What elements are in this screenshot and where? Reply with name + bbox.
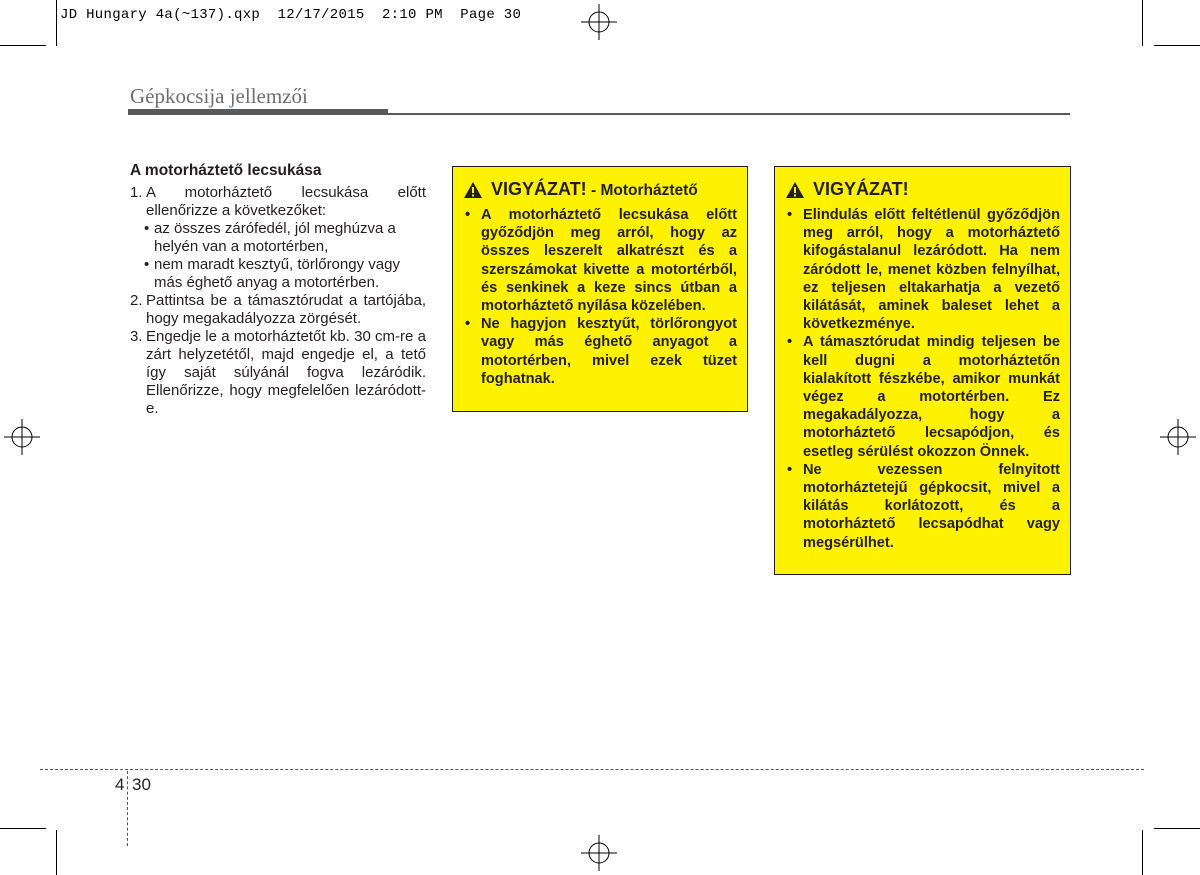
warning-item: • Elindulás előtt feltétlenül győződjön meg arról, hogy a motorháztető kifogástalanul lezáródott. Ha nem záródott le, menet közben felnyílhat, ez teljesen eltakarhatja a vezető kilátását, aminek baleset lehet a következménye.	[787, 207, 1060, 333]
instruction-bullet: • az összes zárófedél, jól meghúzva a helyén van a motortérben,	[144, 220, 396, 255]
page-number: 30	[132, 775, 151, 794]
warning-triangle-icon	[463, 181, 483, 199]
printer-slug: JD Hungary 4a(~137).qxp 12/17/2015 2:10 PM Page 30	[60, 7, 522, 23]
warning-box-hood	[452, 166, 748, 412]
warning-triangle-icon	[785, 181, 805, 199]
warning-title: VIGYÁZAT! - Motorháztető	[491, 179, 698, 199]
instruction-bullet: • nem maradt kesztyű, törlőrongy vagy más éghető anyag a motortérben.	[144, 256, 400, 291]
registration-mark-icon	[4, 419, 40, 455]
warning-header	[785, 179, 1060, 200]
footer-divider	[127, 771, 128, 846]
crop-mark	[1142, 0, 1143, 46]
instructions-column	[130, 162, 426, 418]
crop-mark	[56, 0, 57, 46]
warning-item: • A motorháztető lecsukása előtt győződjön meg arról, hogy az összes leszerelt alkatrészt és a szerszámokat kivette a motortérből, és senkinek a keze sincs útban a motorháztető nyílása közelében.	[465, 207, 737, 315]
header-rule-thin	[388, 113, 1070, 115]
instruction-step: 1. A motorháztető lecsukása előtt ellenőrizze a következőket:	[130, 184, 426, 219]
registration-mark-icon	[1160, 419, 1196, 455]
section-title: Gépkocsija jellemzői	[130, 84, 308, 108]
warning-header	[463, 179, 737, 200]
instruction-step: 2. Pattintsa be a támasztórudat a tartójába, hogy megakadályozza zörgését.	[130, 292, 426, 327]
warning-title: VIGYÁZAT!	[813, 179, 909, 199]
crop-mark	[1154, 45, 1200, 46]
warning-item: • A támasztórudat mindig teljesen be kell dugni a motorháztetőn kialakított fészkébe, amikor munkát végez a motortérben. Ez megakadályozza, hogy a motorháztető lecsapódjon, és esetleg sérülést okozzon Önnek.	[787, 334, 1060, 460]
crop-mark	[1142, 830, 1143, 875]
registration-mark-icon	[581, 835, 617, 871]
warning-box-general	[774, 166, 1071, 575]
chapter-number: 4	[115, 775, 125, 794]
crop-mark	[1154, 828, 1200, 829]
header-rule	[128, 109, 388, 115]
warning-item: • Ne vezessen felnyitott motorháztetejű gépkocsit, mivel a kilátás korlátozott, és a motorháztető lecsapódhat vagy megsérülhet.	[787, 461, 1060, 551]
crop-mark	[0, 828, 46, 829]
instructions-heading: A motorháztető lecsukása	[130, 162, 322, 179]
crop-mark	[56, 830, 57, 875]
warning-item: • Ne hagyjon kesztyűt, törlőrongyot vagy más éghető anyagot a motortérben, mivel ezek tüzet foghatnak.	[465, 316, 737, 387]
crop-mark	[0, 45, 46, 46]
registration-mark-icon	[581, 4, 617, 40]
instruction-step: 3. Engedje le a motorháztetőt kb. 30 cm-re a zárt helyzetétől, majd engedje el, a tető így saját súlyánál fogva lezáródik. Ellenőrizze, hogy megfelelően lezáródott-e.	[130, 328, 426, 417]
footer-rule	[40, 769, 1144, 770]
